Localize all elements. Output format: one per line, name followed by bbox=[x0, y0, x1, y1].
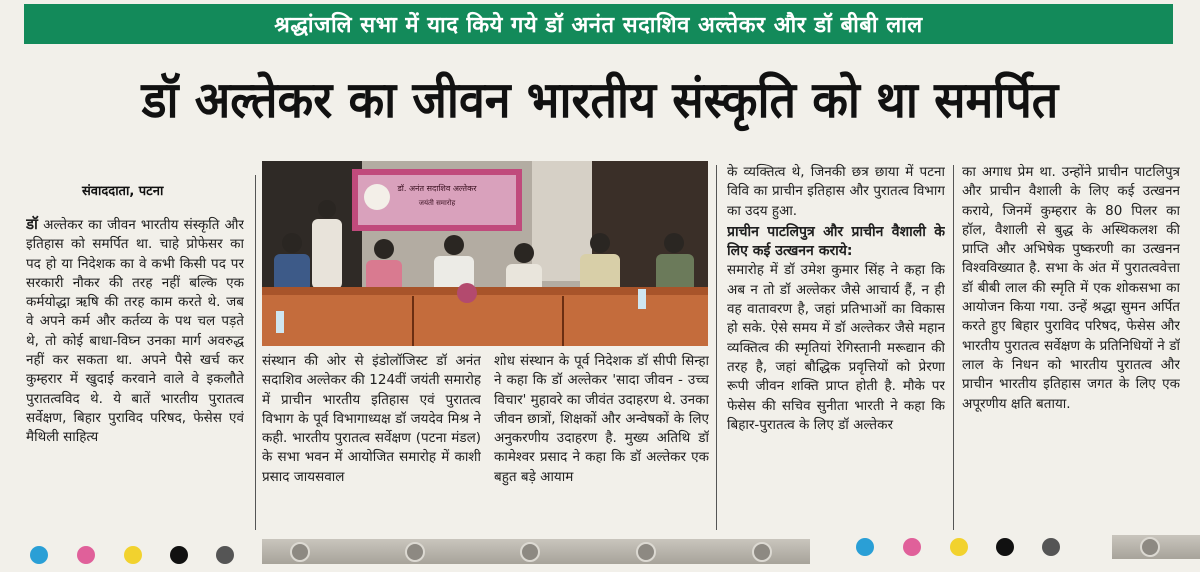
paragraph: डॉ अल्तेकर का जीवन भारतीय संस्कृति और इतिहास को समर्पित था. चाहे प्रोफेसर का पद हो या निदेशक का वे कभी किसी पद पर सरकारी नौकर की तरह नहीं बल्कि एक कर्मयोद्धा ऋषि की तरह काम करते थे. जब वे अपने कर्म और कर्तव्य के पथ चल पड़ते थे, तो कोई बाधा-विघ्न उनका मार्ग अवरुद्ध नहीं कर सकता था. अपने पैसे खर्च कर कुम्हरार में खुदाई करवाने वाले वे इकलौते पुरातत्वविद थे. ये बातें भारतीय पुरातत्व सर्वेक्षण, बिहार पुराविद परिषद, फेसेस एवं मैथिली साहित्य bbox=[26, 215, 244, 446]
paragraph: समारोह में डॉ उमेश कुमार सिंह ने कहा कि अब न तो डॉ अल्तेकर जैसे आचार्य हैं, न ही वह वातावरण है, जहां प्रतिभाओं का विकास हो सके. ऐसे समय में डॉ अल्तेकर जैसे महान व्यक्तित्व की स्मृतियां रेगिस्तानी मरूद्यान की तरह है, जहां बौद्धिक प्रवृत्तियों को प्रेरणा रूपी जीवन शक्ति प्राप्त होती है. मौके पर फेसेस की सचिव सुनीता भारती ने कहा कि बिहार-पुरातत्व के लिए डॉ अल्तेकर bbox=[727, 262, 945, 433]
registration-mark bbox=[752, 542, 772, 562]
registration-gray-dot bbox=[216, 546, 234, 564]
registration-magenta-dot bbox=[903, 538, 921, 556]
banner-line-1: डॉ. अनंत सदाशिव अल्तेकर bbox=[397, 184, 477, 193]
article-column-1 bbox=[26, 215, 244, 531]
subheading: प्राचीन पाटलिपुत्र और प्राचीन वैशाली के लिए कई उत्खनन कराये: bbox=[727, 223, 945, 260]
registration-mark bbox=[1140, 537, 1160, 557]
kicker-banner bbox=[24, 4, 1173, 44]
byline: संवाददाता, पटना bbox=[82, 184, 164, 199]
column-rule bbox=[953, 165, 954, 530]
article-column-2 bbox=[262, 352, 481, 532]
registration-black-dot bbox=[170, 546, 188, 564]
paragraph: के व्यक्तित्व थे, जिनकी छत्र छाया में पटना विवि का प्राचीन इतिहास और पुरातत्व विभाग का उदय हुआ. bbox=[727, 164, 945, 219]
registration-mark bbox=[290, 542, 310, 562]
event-photo bbox=[262, 161, 708, 346]
column-rule bbox=[716, 165, 717, 530]
registration-black-dot bbox=[996, 538, 1014, 556]
event-photo-image bbox=[262, 161, 708, 346]
registration-magenta-dot bbox=[77, 546, 95, 564]
paragraph: का अगाध प्रेम था. उन्होंने प्राचीन पाटलिपुत्र और प्राचीन वैशाली के लिए कई उत्खनन कराये, जिनमें कुम्हरार के 80 पिलर का हॉल, वैशाली से बुद्ध के अस्थिकलश की प्राप्ति और अभिषेक पुष्करणी का उत्खनन विश्वविख्यात है. सभा के अंत में पुरातत्ववेत्ता डॉ बीबी लाल की स्मृति में एक शोकसभा का आयोजन किया गया. उन्हें श्रद्धा सुमन अर्पित करते हुए बिहार पुराविद परिषद, फेसेस और भारतीय पुरातत्व सर्वेक्षण के प्रतिनिधियों ने डॉ लाल के निधन को भारतीय पुरातत्व और प्राचीन भारतीय इतिहास जगत के लिए एक अपूरणीय क्षति बताया. bbox=[962, 164, 1180, 412]
registration-gray-dot bbox=[1042, 538, 1060, 556]
registration-yellow-dot bbox=[124, 546, 142, 564]
article-column-4 bbox=[727, 163, 945, 531]
lead-word: डॉ bbox=[26, 215, 38, 233]
article-column-5 bbox=[962, 163, 1180, 531]
banner-line-2: जयंती समारोह bbox=[418, 199, 456, 207]
kicker-text: श्रद्धांजलि सभा में याद किये गये डॉ अनंत सदाशिव अल्तेकर और डॉ बीबी लाल bbox=[274, 13, 923, 38]
registration-cyan-dot bbox=[30, 546, 48, 564]
registration-mark bbox=[636, 542, 656, 562]
registration-cyan-dot bbox=[856, 538, 874, 556]
paragraph: संस्थान की ओर से इंडोलॉजिस्ट डॉ अनंत सदाशिव अल्तेकर की 124वीं जयंती समारोह में प्राचीन भारतीय इतिहास एवं पुरातत्व विभाग के पूर्व विभागाध्यक्ष डॉ जयदेव मिश्र ने कही. भारतीय पुरातत्व सर्वेक्षण (पटना मंडल) के सभा भवन में आयोजित समारोह में काशी प्रसाद जायसवाल bbox=[262, 353, 481, 485]
registration-yellow-dot bbox=[950, 538, 968, 556]
article-column-3 bbox=[494, 352, 709, 532]
column-rule bbox=[255, 175, 256, 530]
paragraph: शोध संस्थान के पूर्व निदेशक डॉ सीपी सिन्हा ने कहा कि डॉ अल्तेकर 'सादा जीवन - उच्च विचार' मुहावरे का जीवंत उदाहरण थे. उनका जीवन छात्रों, शिक्षकों और अन्वेषकों के लिए अनुकरणीय उदाहरण है. मुख्य अतिथि डॉ कामेश्वर प्रसाद ने कहा कि डॉ अल्तेकर एक बहुत बड़े आयाम bbox=[494, 353, 709, 485]
registration-mark bbox=[520, 542, 540, 562]
registration-mark bbox=[405, 542, 425, 562]
headline: डॉ अल्तेकर का जीवन भारतीय संस्कृति को था समर्पित bbox=[141, 71, 1059, 129]
